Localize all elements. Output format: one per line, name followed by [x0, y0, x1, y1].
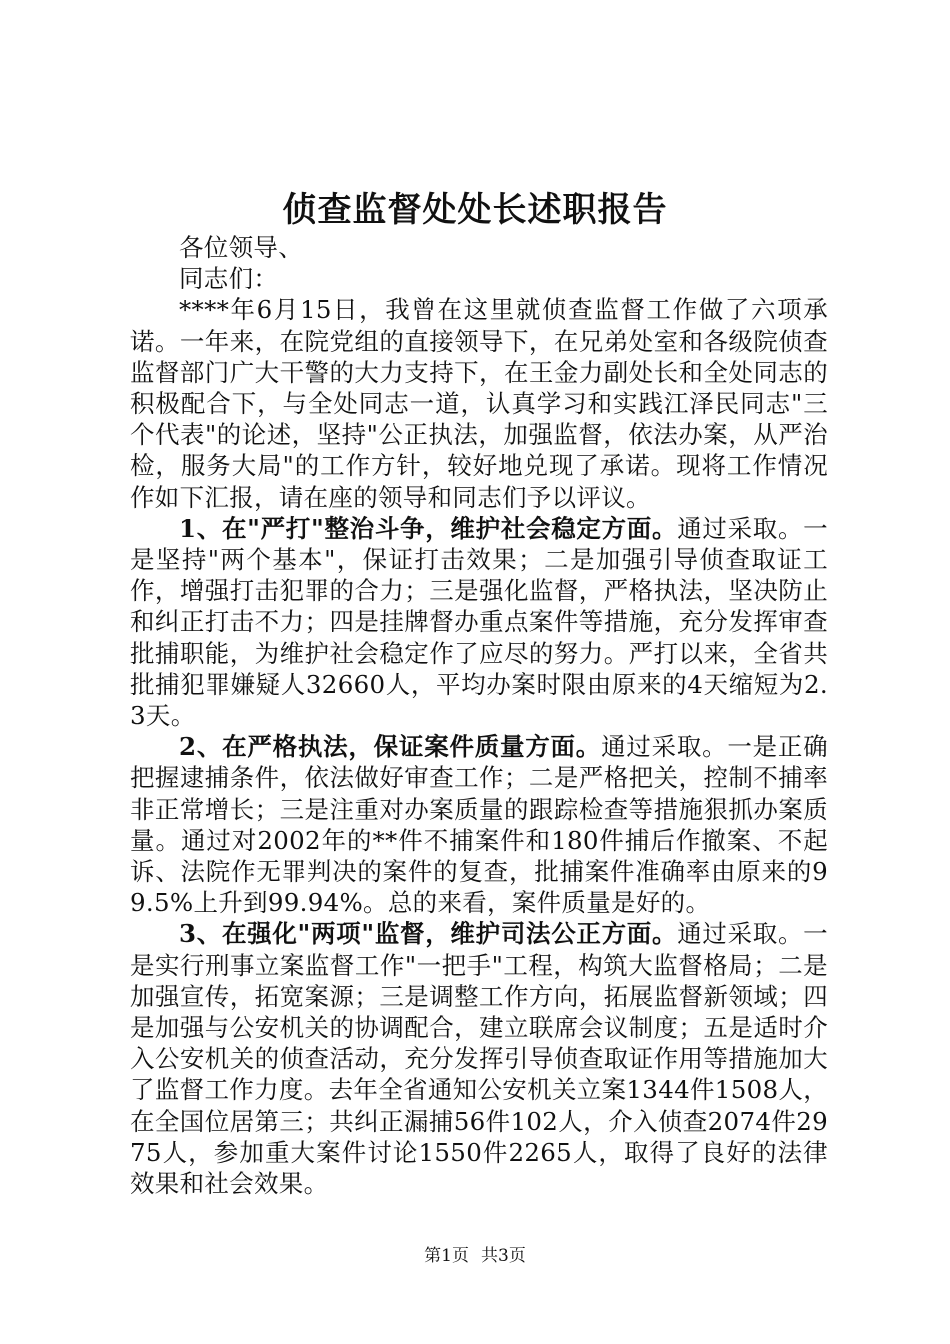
- paragraph-intro: [130, 294, 828, 512]
- document-body: [130, 232, 828, 1199]
- paragraph-section-1: [130, 513, 828, 731]
- paragraph-section-2: [130, 731, 828, 918]
- salutation-line: 各位领导、: [179, 233, 303, 262]
- paragraph-text: ****年6月15日，我曾在这里就侦查监督工作做了六项承诺。一年来，在院党组的直接领导下，在兄弟处室和各级院侦查监督部门广大干警的大力支持下，在王金力副处长和全处同志的积极配合下，与全处同志一道，认真学习和实践江泽民同志"三个代表"的论述，坚持"公正执法，加强监督，依法办案，从严治检，服务大局"的工作方针，较好地兑现了承诺。现将工作情况作如下汇报，请在座的领导和同志们予以评议。: [130, 295, 828, 512]
- section-heading: 1、在"严打"整治斗争，维护社会稳定方面。: [179, 513, 678, 543]
- document-title: 侦查监督处处长述职报告: [282, 190, 668, 230]
- page-number: 第1页: [424, 1246, 469, 1266]
- salutation-line: 同志们：: [179, 264, 279, 294]
- paragraph-section-3: [130, 918, 828, 1199]
- section-heading: 2、在严格执法，保证案件质量方面。: [179, 732, 602, 762]
- paragraph-text: 通过采取。一是正确把握逮捕条件，依法做好审查工作；二是严格把关，控制不捕率非正常增长；三是注重对办案质量的跟踪检查等措施狠抓办案质量。通过对2002年的**件不捕案件和180件捕后作撤案、不起诉、法院作无罪判决的案件的复查，批捕案件准确率由原来的99.5%上升到99.94%。总的来看，案件质量是好的。: [130, 732, 828, 918]
- page-total: 共3页: [481, 1246, 526, 1266]
- page-footer: [0, 1244, 950, 1268]
- paragraph-text: 通过采取。一是坚持"两个基本"，保证打击效果；二是加强引导侦查取证工作，增强打击犯罪的合力；三是强化监督，严格执法，坚决防止和纠正打击不力；四是挂牌督办重点案件等措施，充分发挥审查批捕职能，为维护社会稳定作了应尽的努力。严打以来，全省共批捕犯罪嫌疑人32660人，平均办案时限由原来的4天缩短为2.3天。: [130, 513, 828, 731]
- paragraph-text: 通过采取。一是实行刑事立案监督工作"一把手"工程，构筑大监督格局；二是加强宣传，拓宽案源；三是调整工作方向，拓展监督新领域；四是加强与公安机关的协调配合，建立联席会议制度；五是适时介入公安机关的侦查活动，充分发挥引导侦查取证作用等措施加大了监督工作力度。去年全省通知公安机关立案1344件1508人，在全国位居第三；共纠正漏捕56件102人，介入侦查2074件2975人，参加重大案件讨论1550件2265人，取得了良好的法律效果和社会效果。: [130, 919, 828, 1199]
- section-heading: 3、在强化"两项"监督，维护司法公正方面。: [179, 919, 678, 949]
